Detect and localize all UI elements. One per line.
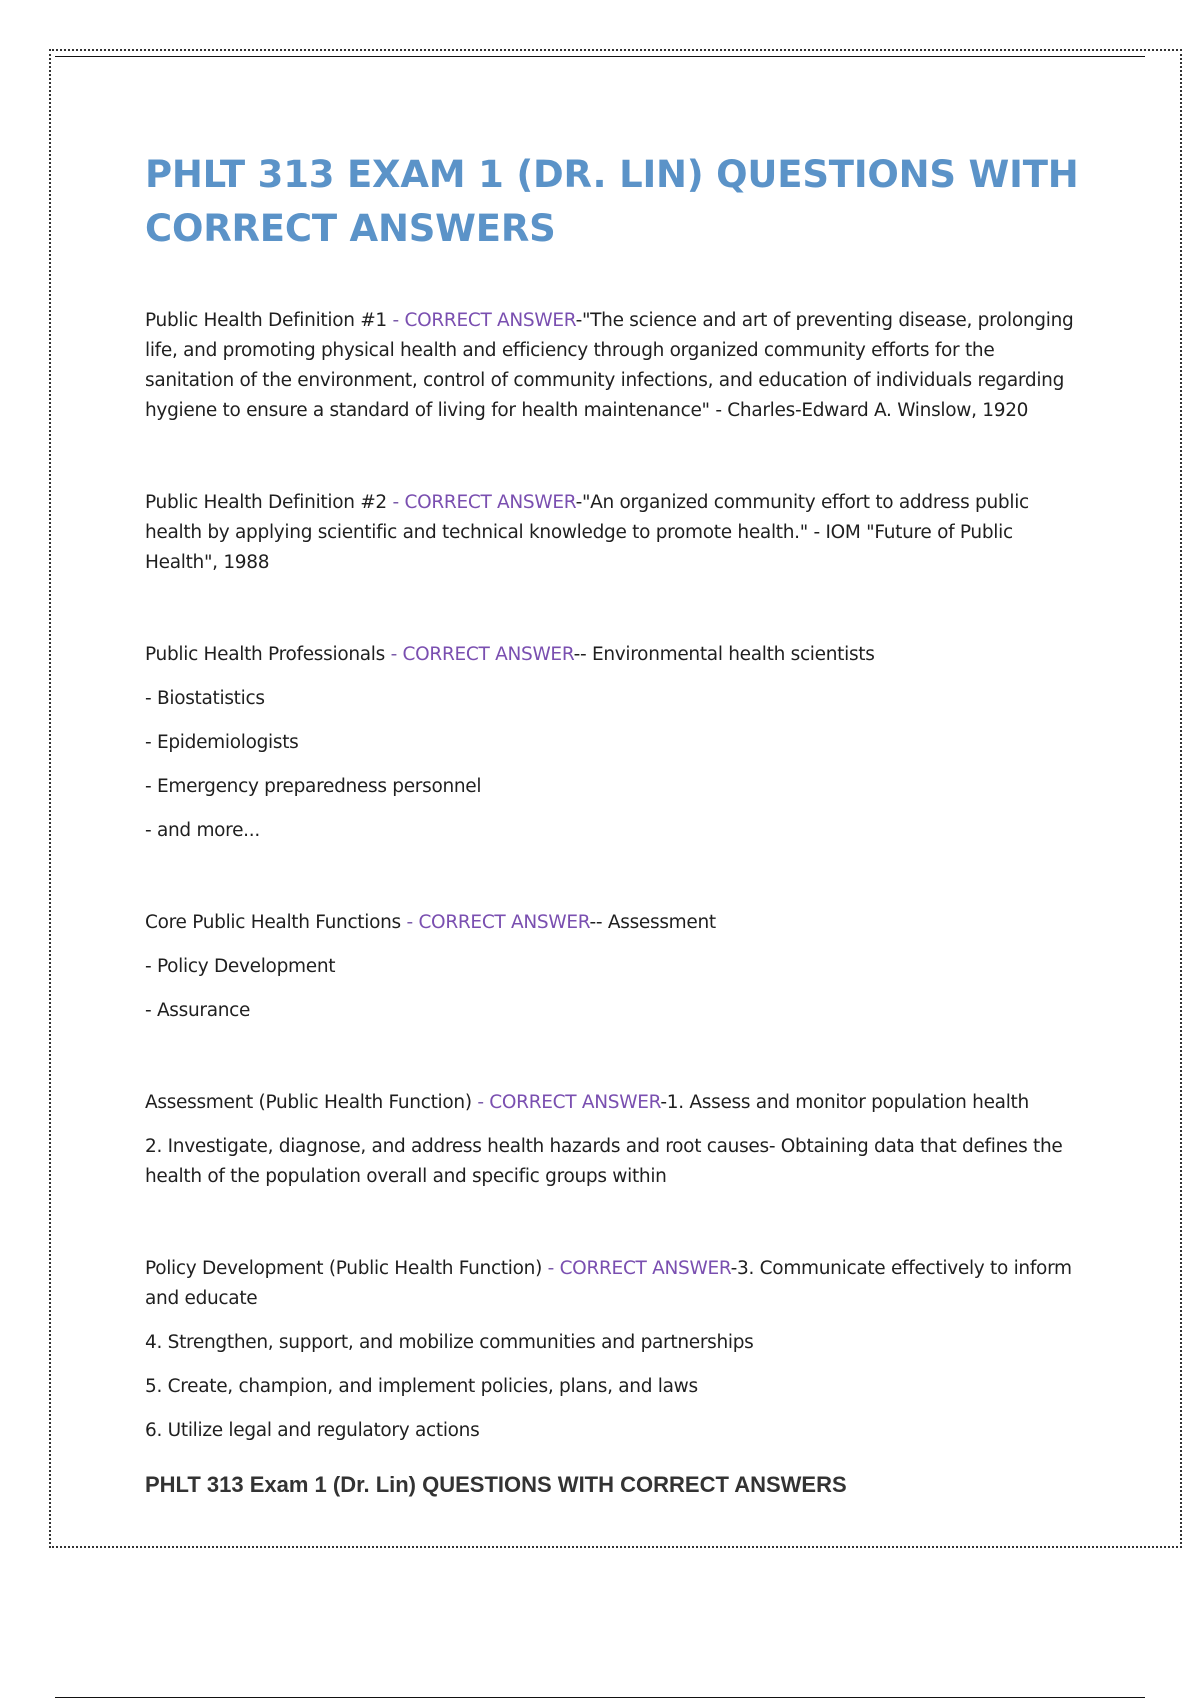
correct-answer-label: CORRECT ANSWER bbox=[418, 912, 590, 933]
qa-first-line bbox=[145, 640, 1085, 670]
answer-line: 2. Investigate, diagnose, and address health hazards and root causes- Obtaining data that defines the health of the population overall and specific groups within bbox=[145, 1136, 1063, 1187]
qa-first-line bbox=[145, 1254, 1085, 1314]
separator: - bbox=[471, 1092, 490, 1113]
qa-item bbox=[145, 306, 1085, 426]
answer-line: - Biostatistics bbox=[145, 688, 265, 709]
qa-first-line bbox=[145, 1088, 1085, 1118]
correct-answer-label: CORRECT ANSWER bbox=[489, 1092, 661, 1113]
answer-text: -- Environmental health scientists bbox=[573, 644, 875, 665]
correct-answer-label: CORRECT ANSWER bbox=[404, 310, 576, 331]
answer-text: -- Assessment bbox=[589, 912, 716, 933]
question-text: Core Public Health Functions bbox=[145, 912, 401, 933]
qa-item bbox=[145, 488, 1085, 578]
document-body bbox=[145, 148, 1085, 1500]
separator: - bbox=[386, 492, 405, 513]
header-rule bbox=[55, 56, 1145, 57]
footer-title: PHLT 313 Exam 1 (Dr. Lin) QUESTIONS WITH CORRECT ANSWERS bbox=[145, 1472, 847, 1497]
answer-text: -"The science and art of preventing disease, prolonging life, and promoting physical health and efficiency through organized community efforts for the sanitation of the environment, control of community infections, and education of individuals regarding hygiene to ensure a standard of living for health maintenance" - Charles-Edward A. Winslow, 1920 bbox=[145, 310, 1074, 421]
separator: - bbox=[542, 1258, 560, 1279]
answer-line: - Epidemiologists bbox=[145, 732, 299, 753]
question-text: Public Health Professionals bbox=[145, 644, 385, 665]
qa-item bbox=[145, 1088, 1085, 1192]
answer-line: 6. Utilize legal and regulatory actions bbox=[145, 1420, 480, 1441]
footer-rule bbox=[55, 1697, 1145, 1698]
correct-answer-label: CORRECT ANSWER bbox=[402, 644, 574, 665]
answer-line: - Policy Development bbox=[145, 956, 336, 977]
answer-line: 5. Create, champion, and implement policies, plans, and laws bbox=[145, 1376, 698, 1397]
answer-line: - and more... bbox=[145, 820, 260, 841]
document-title: PHLT 313 EXAM 1 (DR. LIN) QUESTIONS WITH CORRECT ANSWERS bbox=[145, 153, 1079, 250]
question-text: Assessment (Public Health Function) bbox=[145, 1092, 472, 1113]
answer-line: - Assurance bbox=[145, 1000, 251, 1021]
separator: - bbox=[400, 912, 419, 933]
qa-first-line bbox=[145, 488, 1085, 578]
answer-text: -1. Assess and monitor population health bbox=[660, 1092, 1029, 1113]
qa-item bbox=[145, 908, 1085, 1026]
separator: - bbox=[386, 310, 405, 331]
qa-first-line bbox=[145, 306, 1085, 426]
answer-line: 4. Strengthen, support, and mobilize communities and partnerships bbox=[145, 1332, 754, 1353]
separator: - bbox=[384, 644, 403, 665]
question-text: Public Health Definition #1 bbox=[145, 310, 387, 331]
qa-item bbox=[145, 1254, 1085, 1446]
correct-answer-label: CORRECT ANSWER bbox=[559, 1258, 731, 1279]
question-text: Policy Development (Public Health Function) bbox=[145, 1258, 543, 1279]
qa-first-line bbox=[145, 908, 1085, 938]
answer-text: -"An organized community effort to address public health by applying scientific and technical knowledge to promote health." - IOM "Future of Public Health", 1988 bbox=[145, 492, 1029, 573]
answer-text: -3. Communicate effectively to inform and educate bbox=[145, 1258, 1072, 1309]
correct-answer-label: CORRECT ANSWER bbox=[404, 492, 576, 513]
answer-line: - Emergency preparedness personnel bbox=[145, 776, 482, 797]
question-text: Public Health Definition #2 bbox=[145, 492, 387, 513]
qa-item bbox=[145, 640, 1085, 846]
